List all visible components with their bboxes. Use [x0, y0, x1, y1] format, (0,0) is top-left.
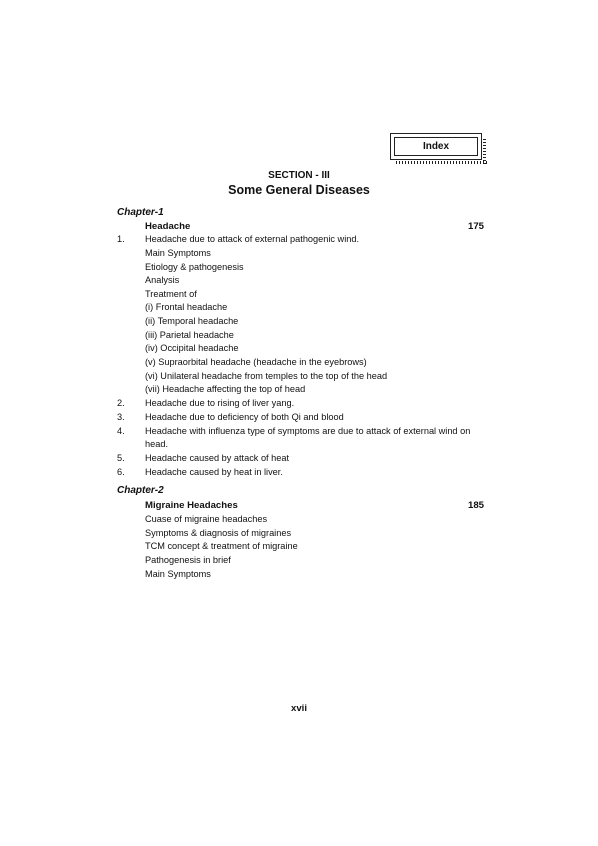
- toc-entry: Main Symptoms: [145, 569, 211, 579]
- toc-entry: Symptoms & diagnosis of migraines: [145, 528, 292, 538]
- chapter-2-label: Chapter-2: [117, 485, 164, 496]
- toc-entry: Headache due to deficiency of both Qi and blood: [145, 412, 344, 422]
- index-label: Index: [394, 137, 478, 156]
- item-number: 1.: [117, 234, 125, 244]
- toc-entry: Etiology & pathogenesis: [145, 262, 244, 272]
- item-number: 2.: [117, 398, 125, 408]
- toc-entry: Headache due to rising of liver yang.: [145, 398, 295, 408]
- section-title: Some General Diseases: [228, 183, 370, 197]
- toc-entry: Headache caused by attack of heat: [145, 453, 290, 463]
- toc-entry: head.: [145, 439, 168, 449]
- item-number: 4.: [117, 426, 125, 436]
- toc-entry: (vii) Headache affecting the top of head: [145, 384, 306, 394]
- index-box: [390, 133, 482, 160]
- toc-entry: (ii) Temporal headache: [145, 316, 239, 326]
- toc-entry: Headache caused by heat in liver.: [145, 467, 283, 477]
- chapter-1-title: Headache: [145, 221, 191, 232]
- section-label: SECTION - III: [268, 170, 330, 181]
- page-footer-number: xvii: [290, 703, 307, 714]
- toc-entry: (vi) Unilateral headache from temples to the top of the head: [145, 371, 388, 381]
- toc-entry: (i) Frontal headache: [145, 302, 228, 312]
- toc-entry: Pathogenesis in brief: [145, 555, 231, 565]
- item-number: 3.: [117, 412, 125, 422]
- toc-entry: Headache due to attack of external pathogenic wind.: [145, 234, 360, 244]
- chapter-2-title: Migraine Headaches: [145, 500, 238, 511]
- chapter-1-page: 175: [468, 221, 485, 232]
- item-number: 5.: [117, 453, 125, 463]
- chapter-2-page: 185: [468, 500, 485, 511]
- toc-entry: (iii) Parietal headache: [145, 330, 234, 340]
- toc-entry: Treatment of: [145, 289, 197, 299]
- toc-entry: Main Symptoms: [145, 248, 211, 258]
- toc-entry: TCM concept & treatment of migraine: [145, 541, 298, 551]
- toc-entry: (v) Supraorbital headache (headache in the eyebrows): [145, 357, 367, 367]
- toc-entry: Analysis: [145, 275, 180, 285]
- toc-entry: (iv) Occipital headache: [145, 343, 239, 353]
- chapter-1-label: Chapter-1: [117, 207, 164, 218]
- item-number: 6.: [117, 467, 125, 477]
- toc-entry: Cuase of migraine headaches: [145, 514, 268, 524]
- toc-entry: Headache with influenza type of symptoms are due to attack of external wind on: [145, 426, 471, 436]
